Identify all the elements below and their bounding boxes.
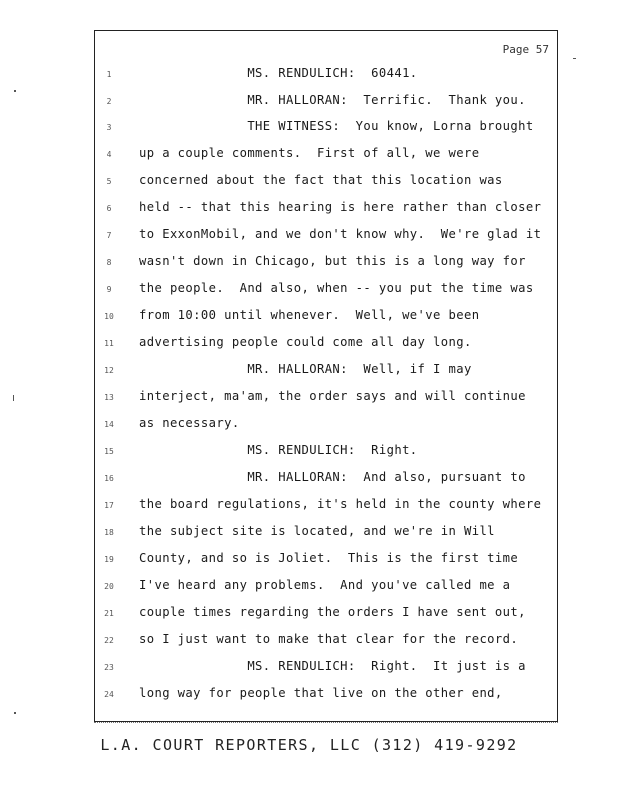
line-number: 21 bbox=[104, 609, 114, 618]
line-text: MS. RENDULICH: 60441. bbox=[139, 66, 418, 80]
line-text: couple times regarding the orders I have sent out, bbox=[139, 605, 526, 619]
line-text: County, and so is Joliet. This is the first time bbox=[139, 551, 519, 565]
line-number: 9 bbox=[106, 285, 112, 294]
line-number: 2 bbox=[106, 97, 112, 106]
line-number: 24 bbox=[104, 690, 114, 699]
line-number: 20 bbox=[104, 582, 114, 591]
line-number: 10 bbox=[104, 312, 114, 321]
line-number: 5 bbox=[106, 177, 112, 186]
scan-speck bbox=[573, 58, 576, 59]
line-number: 12 bbox=[104, 366, 114, 375]
line-text: wasn't down in Chicago, but this is a long way for bbox=[139, 254, 526, 268]
line-number: 22 bbox=[104, 636, 114, 645]
scan-speck bbox=[13, 395, 14, 401]
line-number: 15 bbox=[104, 447, 114, 456]
line-text: MS. RENDULICH: Right. It just is a bbox=[139, 659, 526, 673]
line-number: 1 bbox=[106, 70, 112, 79]
line-text: MR. HALLORAN: Terrific. Thank you. bbox=[139, 93, 526, 107]
line-number: 23 bbox=[104, 663, 114, 672]
line-number: 17 bbox=[104, 501, 114, 510]
scan-speck bbox=[14, 90, 16, 92]
line-text: MR. HALLORAN: Well, if I may bbox=[139, 362, 472, 376]
scan-speck bbox=[14, 712, 16, 714]
line-text: to ExxonMobil, and we don't know why. We're glad it bbox=[139, 227, 542, 241]
line-number: 13 bbox=[104, 393, 114, 402]
line-number: 4 bbox=[106, 150, 112, 159]
line-number: 8 bbox=[106, 258, 112, 267]
line-number: 11 bbox=[104, 339, 114, 348]
line-text: the board regulations, it's held in the county where bbox=[139, 497, 542, 511]
line-text: advertising people could come all day long. bbox=[139, 335, 472, 349]
line-text: THE WITNESS: You know, Lorna brought bbox=[139, 119, 534, 133]
line-number: 7 bbox=[106, 231, 112, 240]
line-number: 19 bbox=[104, 555, 114, 564]
line-text: so I just want to make that clear for the record. bbox=[139, 632, 519, 646]
page-number: Page 57 bbox=[502, 43, 549, 56]
line-text: held -- that this hearing is here rather than closer bbox=[139, 200, 542, 214]
line-text: I've heard any problems. And you've called me a bbox=[139, 578, 511, 592]
line-text: the people. And also, when -- you put the time was bbox=[139, 281, 534, 295]
transcript-page bbox=[94, 30, 558, 722]
line-text: MR. HALLORAN: And also, pursuant to bbox=[139, 470, 526, 484]
line-text: MS. RENDULICH: Right. bbox=[139, 443, 418, 457]
line-number: 3 bbox=[106, 123, 112, 132]
reporter-footer: L.A. COURT REPORTERS, LLC (312) 419-9292 bbox=[100, 736, 518, 754]
line-number: 14 bbox=[104, 420, 114, 429]
line-text: concerned about the fact that this location was bbox=[139, 173, 503, 187]
line-text: interject, ma'am, the order says and will continue bbox=[139, 389, 526, 403]
line-number: 16 bbox=[104, 474, 114, 483]
line-text: from 10:00 until whenever. Well, we've been bbox=[139, 308, 480, 322]
page-bottom-rule bbox=[94, 722, 558, 726]
line-number: 18 bbox=[104, 528, 114, 537]
line-text: as necessary. bbox=[139, 416, 240, 430]
line-number: 6 bbox=[106, 204, 112, 213]
line-text: the subject site is located, and we're in Will bbox=[139, 524, 495, 538]
line-text: long way for people that live on the other end, bbox=[139, 686, 503, 700]
line-text: up a couple comments. First of all, we were bbox=[139, 146, 480, 160]
